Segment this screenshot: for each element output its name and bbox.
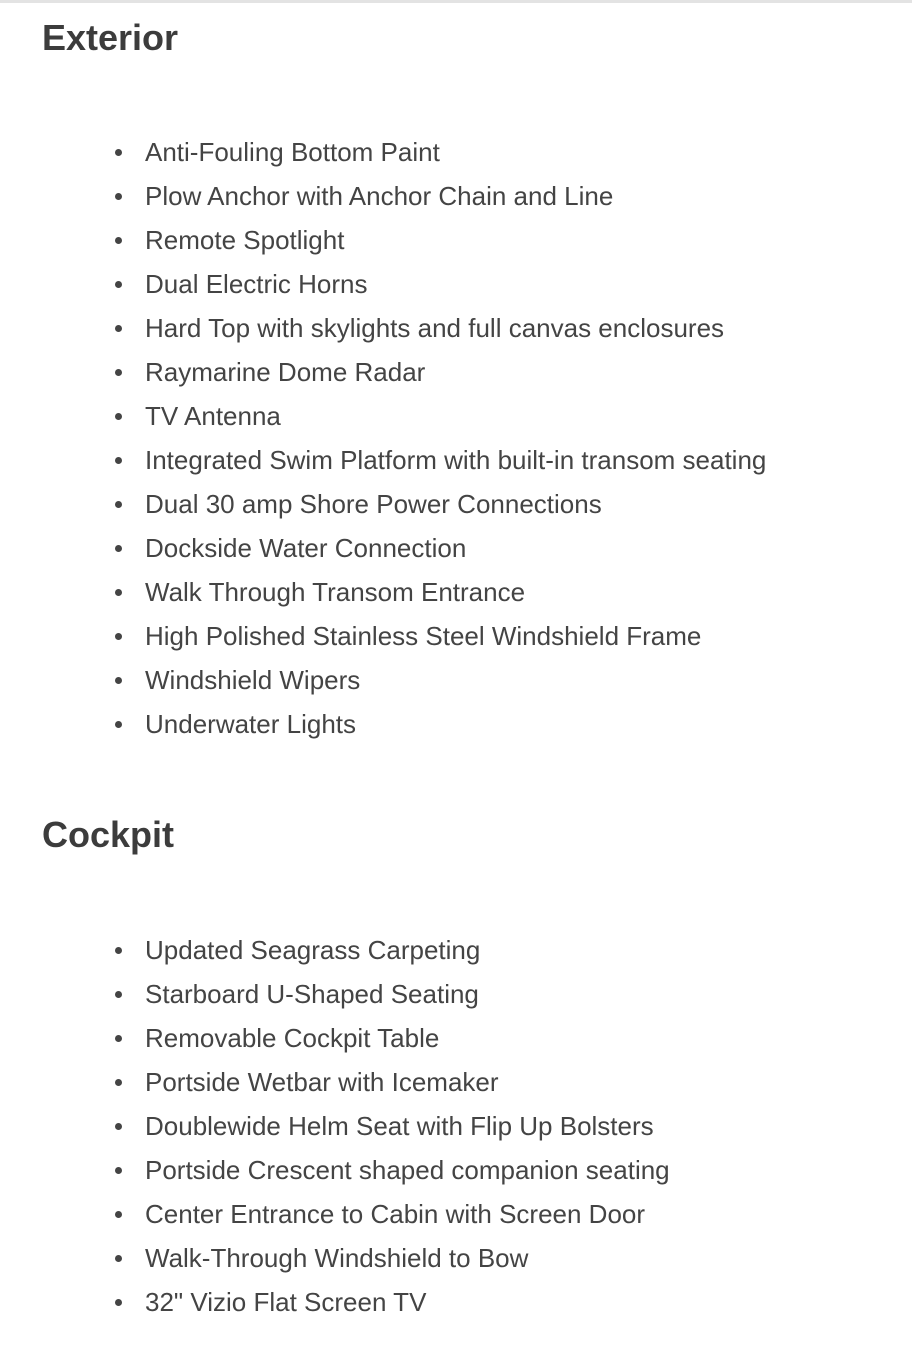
list-item bbox=[42, 1192, 870, 1236]
list-item-text: Windshield Wipers bbox=[145, 665, 361, 696]
section-cockpit bbox=[42, 814, 870, 1323]
list-item-text: High Polished Stainless Steel Windshield Frame bbox=[145, 621, 702, 652]
bullet-icon bbox=[115, 1035, 122, 1042]
bullet-icon bbox=[115, 193, 122, 200]
bullet-icon bbox=[115, 1123, 122, 1130]
bullet-icon bbox=[115, 1299, 122, 1306]
list-item-text: Dockside Water Connection bbox=[145, 533, 467, 564]
bullet-icon bbox=[115, 1211, 122, 1218]
section-heading-cockpit: Cockpit bbox=[42, 814, 175, 856]
bullet-icon bbox=[115, 501, 122, 508]
list-item bbox=[42, 1016, 870, 1060]
list-item bbox=[42, 1104, 870, 1148]
bullet-icon bbox=[115, 369, 122, 376]
list-item-text: Portside Wetbar with Icemaker bbox=[145, 1066, 499, 1097]
list-item-text: Walk Through Transom Entrance bbox=[145, 577, 526, 608]
list-item-text: Updated Seagrass Carpeting bbox=[145, 934, 481, 965]
list-item-text: Center Entrance to Cabin with Screen Door bbox=[145, 1198, 646, 1229]
list-item bbox=[42, 614, 870, 658]
list-item bbox=[42, 306, 870, 350]
bullet-icon bbox=[115, 325, 122, 332]
list-item bbox=[42, 928, 870, 972]
bullet-icon bbox=[115, 457, 122, 464]
list-item bbox=[42, 218, 870, 262]
list-item bbox=[42, 482, 870, 526]
list-item bbox=[42, 130, 870, 174]
list-item-text: Walk-Through Windshield to Bow bbox=[145, 1242, 529, 1273]
list-item-text: Dual Electric Horns bbox=[145, 269, 368, 300]
bullet-icon bbox=[115, 947, 122, 954]
bullet-icon bbox=[115, 677, 122, 684]
list-item-text: Doublewide Helm Seat with Flip Up Bolsters bbox=[145, 1110, 654, 1141]
list-item-text: Underwater Lights bbox=[145, 709, 356, 740]
list-item bbox=[42, 1280, 870, 1324]
bullet-icon bbox=[115, 1167, 122, 1174]
list-item bbox=[42, 1148, 870, 1192]
list-item-text: Integrated Swim Platform with built-in transom seating bbox=[145, 445, 767, 476]
list-item bbox=[42, 262, 870, 306]
list-item-text: Portside Crescent shaped companion seating bbox=[145, 1154, 670, 1185]
list-item bbox=[42, 702, 870, 746]
page-content bbox=[0, 3, 912, 1354]
list-item bbox=[42, 1060, 870, 1104]
list-item bbox=[42, 526, 870, 570]
list-item bbox=[42, 658, 870, 702]
list-item-text: Dual 30 amp Shore Power Connections bbox=[145, 489, 602, 520]
bullet-icon bbox=[115, 413, 122, 420]
bullet-icon bbox=[115, 1079, 122, 1086]
list-item bbox=[42, 438, 870, 482]
bullet-icon bbox=[115, 589, 122, 596]
list-item-text: TV Antenna bbox=[145, 401, 281, 432]
section-exterior bbox=[42, 17, 870, 746]
list-item bbox=[42, 350, 870, 394]
cockpit-feature-list bbox=[42, 928, 870, 1324]
list-item bbox=[42, 394, 870, 438]
list-item-text: Raymarine Dome Radar bbox=[145, 357, 426, 388]
list-item bbox=[42, 174, 870, 218]
list-item-text: Remote Spotlight bbox=[145, 225, 345, 256]
list-item-text: Anti-Fouling Bottom Paint bbox=[145, 137, 440, 168]
bullet-icon bbox=[115, 237, 122, 244]
bullet-icon bbox=[115, 721, 122, 728]
list-item-text: Removable Cockpit Table bbox=[145, 1022, 440, 1053]
bullet-icon bbox=[115, 545, 122, 552]
list-item-text: Plow Anchor with Anchor Chain and Line bbox=[145, 181, 614, 212]
section-heading-exterior: Exterior bbox=[42, 17, 179, 58]
list-item-text: Starboard U-Shaped Seating bbox=[145, 978, 479, 1009]
bullet-icon bbox=[115, 991, 122, 998]
bullet-icon bbox=[115, 1255, 122, 1262]
list-item bbox=[42, 1236, 870, 1280]
list-item bbox=[42, 972, 870, 1016]
list-item-text: Hard Top with skylights and full canvas enclosures bbox=[145, 313, 725, 344]
bullet-icon bbox=[115, 281, 122, 288]
bullet-icon bbox=[115, 149, 122, 156]
list-item-text: 32" Vizio Flat Screen TV bbox=[145, 1286, 427, 1317]
list-item bbox=[42, 570, 870, 614]
bullet-icon bbox=[115, 633, 122, 640]
exterior-feature-list bbox=[42, 130, 870, 746]
